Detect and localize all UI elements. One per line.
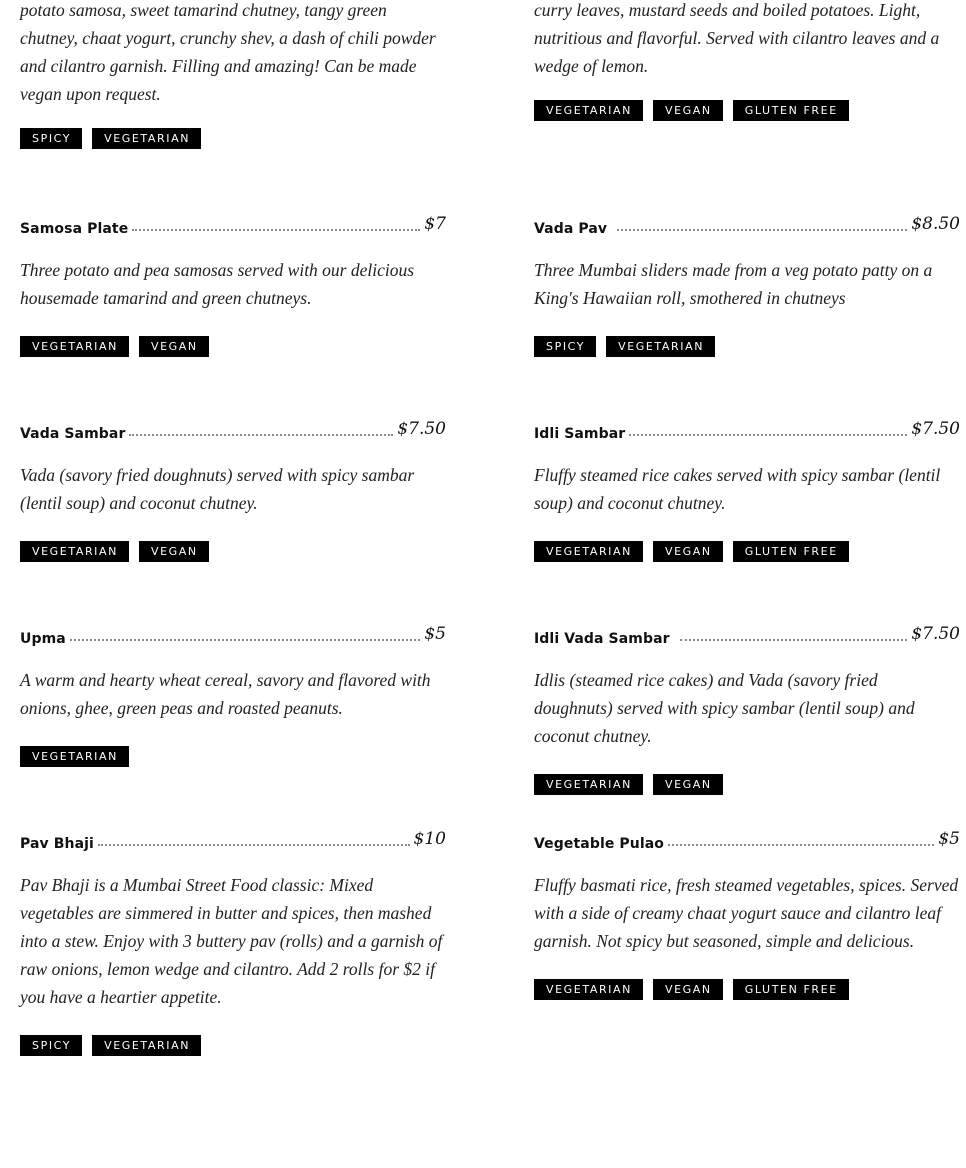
tag-badge: VEGAN xyxy=(653,541,723,562)
tag-badge: VEGETARIAN xyxy=(534,774,643,795)
tag-badge: VEGETARIAN xyxy=(92,1035,201,1056)
item-description: Idlis (steamed rice cakes) and Vada (savory fried doughnuts) served with spicy sambar (lentil soup) and coconut chutney. xyxy=(534,670,915,746)
dot-leader xyxy=(98,844,410,846)
item-name: Idli Sambar xyxy=(534,426,626,442)
item-header xyxy=(534,214,960,244)
item-description: A warm and hearty wheat cereal, savory and flavored with onions, ghee, green peas and roasted peanuts. xyxy=(20,670,431,718)
dot-leader xyxy=(629,434,907,436)
item-name: Vada Pav xyxy=(534,221,608,237)
tag-badge: VEGETARIAN xyxy=(534,979,643,1000)
tag-badge: VEGETARIAN xyxy=(534,100,643,121)
tag-badge: SPICY xyxy=(20,1035,82,1056)
menu-item-cutoff-right xyxy=(534,0,960,121)
tag-list xyxy=(534,100,960,121)
menu-item-cutoff-left xyxy=(20,0,446,149)
tag-list xyxy=(20,746,446,767)
item-description: potato samosa, sweet tamarind chutney, tangy green chutney, chaat yogurt, crunchy shev, a dash of chili powder and cilantro garnish. Filling and amazing! Can be made vegan upon request. xyxy=(20,0,436,104)
tag-badge: VEGAN xyxy=(139,336,209,357)
item-price: $7.50 xyxy=(397,419,446,439)
tag-list xyxy=(20,128,446,149)
item-price: $7.50 xyxy=(911,624,960,644)
item-header xyxy=(534,829,960,859)
menu-item-idli-vada-sambar xyxy=(534,624,960,795)
tag-badge: VEGAN xyxy=(139,541,209,562)
tag-list xyxy=(20,1035,446,1056)
item-description: Three Mumbai sliders made from a veg potato patty on a King's Hawaiian roll, smothered in chutneys xyxy=(534,260,933,308)
tag-badge: VEGETARIAN xyxy=(20,336,129,357)
dot-leader xyxy=(70,639,421,641)
tag-list xyxy=(20,541,446,562)
tag-list xyxy=(534,541,960,562)
dot-leader xyxy=(617,229,907,231)
tag-badge: VEGAN xyxy=(653,774,723,795)
item-name: Pav Bhaji xyxy=(20,836,94,852)
item-description: Fluffy steamed rice cakes served with spicy sambar (lentil soup) and coconut chutney. xyxy=(534,465,941,513)
dot-leader xyxy=(680,639,908,641)
item-header xyxy=(20,214,446,244)
menu-item-vada-pav xyxy=(534,214,960,357)
tag-badge: VEGETARIAN xyxy=(534,541,643,562)
item-price: $10 xyxy=(413,829,446,849)
tag-badge: SPICY xyxy=(534,336,596,357)
tag-badge: VEGETARIAN xyxy=(606,336,715,357)
tag-badge: VEGAN xyxy=(653,100,723,121)
dot-leader xyxy=(129,434,393,436)
item-description: Three potato and pea samosas served with our delicious housemade tamarind and green chutneys. xyxy=(20,260,415,308)
item-name: Vada Sambar xyxy=(20,426,126,442)
item-price: $7.50 xyxy=(911,419,960,439)
item-description: Vada (savory fried doughnuts) served with spicy sambar (lentil soup) and coconut chutney. xyxy=(20,465,415,513)
menu-item-vegetable-pulao xyxy=(534,829,960,1000)
menu-item-vada-sambar xyxy=(20,419,446,562)
item-name: Vegetable Pulao xyxy=(534,836,665,852)
item-name: Upma xyxy=(20,631,66,647)
tag-badge: VEGETARIAN xyxy=(20,541,129,562)
tag-badge: VEGETARIAN xyxy=(20,746,129,767)
dot-leader xyxy=(132,229,420,231)
item-price: $5 xyxy=(424,624,446,644)
item-description: curry leaves, mustard seeds and boiled potatoes. Light, nutritious and flavorful. Served with cilantro leaves and a wedge of lemon. xyxy=(534,0,940,76)
tag-badge: SPICY xyxy=(20,128,82,149)
item-header xyxy=(534,624,960,654)
item-description: Fluffy basmati rice, fresh steamed vegetables, spices. Served with a side of creamy chaat yogurt sauce and cilantro leaf garnish. Not spicy but seasoned, simple and delicious. xyxy=(534,875,959,951)
item-header xyxy=(20,829,446,859)
tag-list xyxy=(534,336,960,357)
item-header xyxy=(20,419,446,449)
item-header xyxy=(534,419,960,449)
item-description: Pav Bhaji is a Mumbai Street Food classic: Mixed vegetables are simmered in butter and spices, then mashed into a stew. Enjoy with 3 buttery pav (rolls) and a garnish of raw onions, lemon wedge and cilantro. Add 2 rolls for $2 if you have a heartier appetite. xyxy=(20,875,443,1007)
tag-list xyxy=(534,979,960,1000)
menu-item-samosa-plate xyxy=(20,214,446,357)
menu-item-upma xyxy=(20,624,446,767)
tag-badge: GLUTEN FREE xyxy=(733,979,849,1000)
item-name: Idli Vada Sambar xyxy=(534,631,670,647)
item-price: $5 xyxy=(938,829,960,849)
tag-badge: GLUTEN FREE xyxy=(733,100,849,121)
item-name: Samosa Plate xyxy=(20,221,129,237)
item-header xyxy=(20,624,446,654)
item-price: $8.50 xyxy=(911,214,960,234)
tag-list xyxy=(534,774,960,795)
item-price: $7 xyxy=(424,214,446,234)
menu-item-pav-bhaji xyxy=(20,829,446,1056)
menu-item-idli-sambar xyxy=(534,419,960,562)
tag-list xyxy=(20,336,446,357)
dot-leader xyxy=(668,844,934,846)
tag-badge: GLUTEN FREE xyxy=(733,541,849,562)
tag-badge: VEGETARIAN xyxy=(92,128,201,149)
tag-badge: VEGAN xyxy=(653,979,723,1000)
